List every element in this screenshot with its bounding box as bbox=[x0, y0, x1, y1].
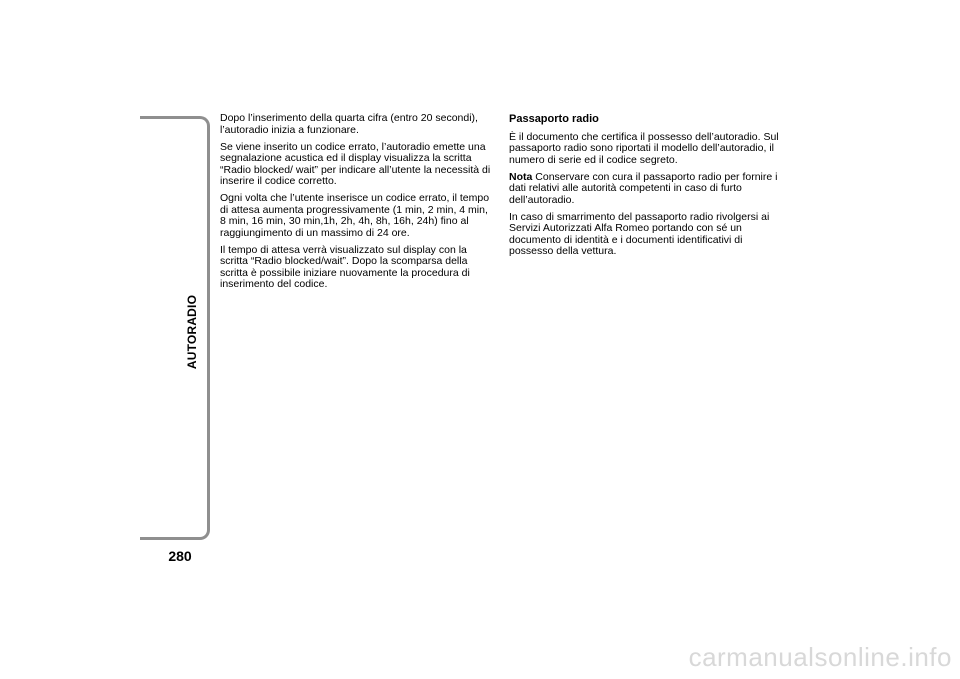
page-number: 280 bbox=[168, 548, 192, 564]
paragraph: Se viene inserito un codice errato, l’autoradio emette una segnalazione acustica ed il display visualizza la scritta “Radio blocked/ wait” per indicare all’utente la necessità di inserire il codice corretto. bbox=[220, 140, 491, 187]
paragraph: Il tempo di attesa verrà visualizzato sul display con la scritta “Radio blocked/wait”. Dopo la scomparsa della scritta è possibile iniziare nuovamente la procedura di inserimento del codice. bbox=[220, 243, 470, 290]
note-paragraph bbox=[509, 172, 786, 207]
note-label: Nota bbox=[509, 170, 533, 183]
section-label-text: AUTORADIO bbox=[185, 294, 199, 370]
section-heading: Passaporto radio bbox=[509, 113, 599, 125]
section-label bbox=[182, 296, 202, 368]
watermark: carmanualsonline.info bbox=[688, 642, 952, 672]
right-text-column bbox=[509, 113, 786, 263]
paragraph: In caso di smarrimento del passaporto radio rivolgersi ai Servizi Autorizzati Alfa Romeo portando con sé un documento di identità e i documenti identificativi di possesso della vettura. bbox=[509, 210, 770, 257]
paragraph: Dopo l’inserimento della quarta cifra (entro 20 secondi), l’autoradio inizia a funzionare. bbox=[220, 112, 478, 136]
note-text: Conservare con cura il passaporto radio per fornire i dati relativi alle autorità competenti in caso di furto dell’autoradio. bbox=[509, 170, 778, 206]
paragraph: Ogni volta che l’utente inserisce un codice errato, il tempo di attesa aumenta progressivamente (1 min, 2 min, 4 min, 8 min, 16 min, 30 min,1h, 2h, 4h, 8h, 16h, 24h) fino al raggiungimento di un massimo di 24 ore. bbox=[220, 192, 490, 239]
paragraph: È il documento che certifica il possesso dell’autoradio. Sul passaporto radio sono riportati il modello dell’autoradio, il numero di serie ed il codice segreto. bbox=[509, 130, 779, 166]
left-text-column bbox=[220, 113, 492, 296]
